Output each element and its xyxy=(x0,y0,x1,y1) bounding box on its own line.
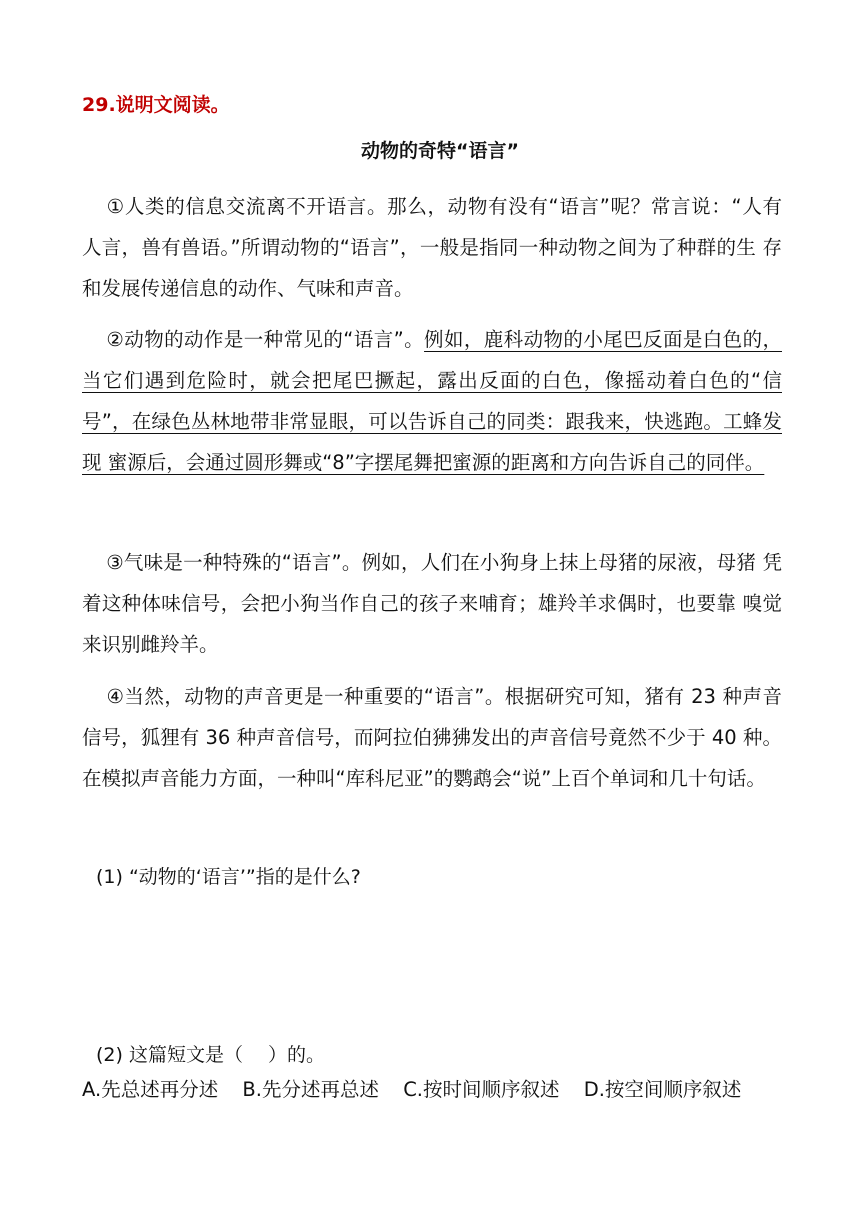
article-title-text: 动物的奇特“语言” xyxy=(361,140,519,162)
question-number-title: 29.说明文阅读。 xyxy=(82,94,230,116)
option-d[interactable]: D.按空间顺序叙述 xyxy=(583,1078,742,1101)
option-c[interactable]: C.按时间顺序叙述 xyxy=(403,1078,560,1101)
answer-options xyxy=(82,1074,759,1102)
paragraph-3 xyxy=(82,542,782,665)
question-2: (2) 这篇短文是（ ）的。 xyxy=(96,1044,325,1066)
paragraph-1-text: ①人类的信息交流离不开语言。那么，动物有没有“语言”呢？常言说：“人有 人言，兽有兽语。”所谓动物的“语言”，一般是指同一种动物之间为了种群的生 存和发展传递信息的动作、气味和声音。 xyxy=(82,195,782,300)
option-a[interactable]: A.先总述再分述 xyxy=(82,1078,219,1101)
paragraph-4 xyxy=(82,676,782,799)
paragraph-2-lead: ②动物的动作是一种常见的“语言”。 xyxy=(106,328,425,351)
article-title xyxy=(0,136,868,163)
paragraph-2 xyxy=(82,319,782,483)
option-b[interactable]: B.先分述再总述 xyxy=(242,1078,379,1101)
paragraph-1 xyxy=(82,186,782,309)
paragraph-2-underlined: 例如，鹿科动物的小尾巴反面是白色的，当它们遇到危险时，就会把尾巴撅起，露出反面的白色，像摇动着白色的“信号”，在绿色丛林地带非常显眼，可以告诉自己的同类：跟我来，快逃跑。工蜂发现 蜜源后，会通过圆形舞或“8”字摆尾舞把蜜源的距离和方向告诉自己的同伴。 xyxy=(82,328,782,474)
paragraph-4-text: ④当然，动物的声音更是一种重要的“语言”。根据研究可知，猪有 23 种声音 信号，狐狸有 36 种声音信号，而阿拉伯狒狒发出的声音信号竟然不少于 40 种。 在模拟声音能力方面，一种叫“库科尼亚”的鹦鹉会“说”上百个单词和几十句话。 xyxy=(82,685,782,790)
paragraph-3-text: ③气味是一种特殊的“语言”。例如，人们在小狗身上抹上母猪的尿液，母猪 凭着这种体味信号，会把小狗当作自己的孩子来哺育；雄羚羊求偶时，也要靠 嗅觉来识别雌羚羊。 xyxy=(82,551,782,656)
question-1: (1) “动物的‘语言’”指的是什么? xyxy=(96,866,361,888)
